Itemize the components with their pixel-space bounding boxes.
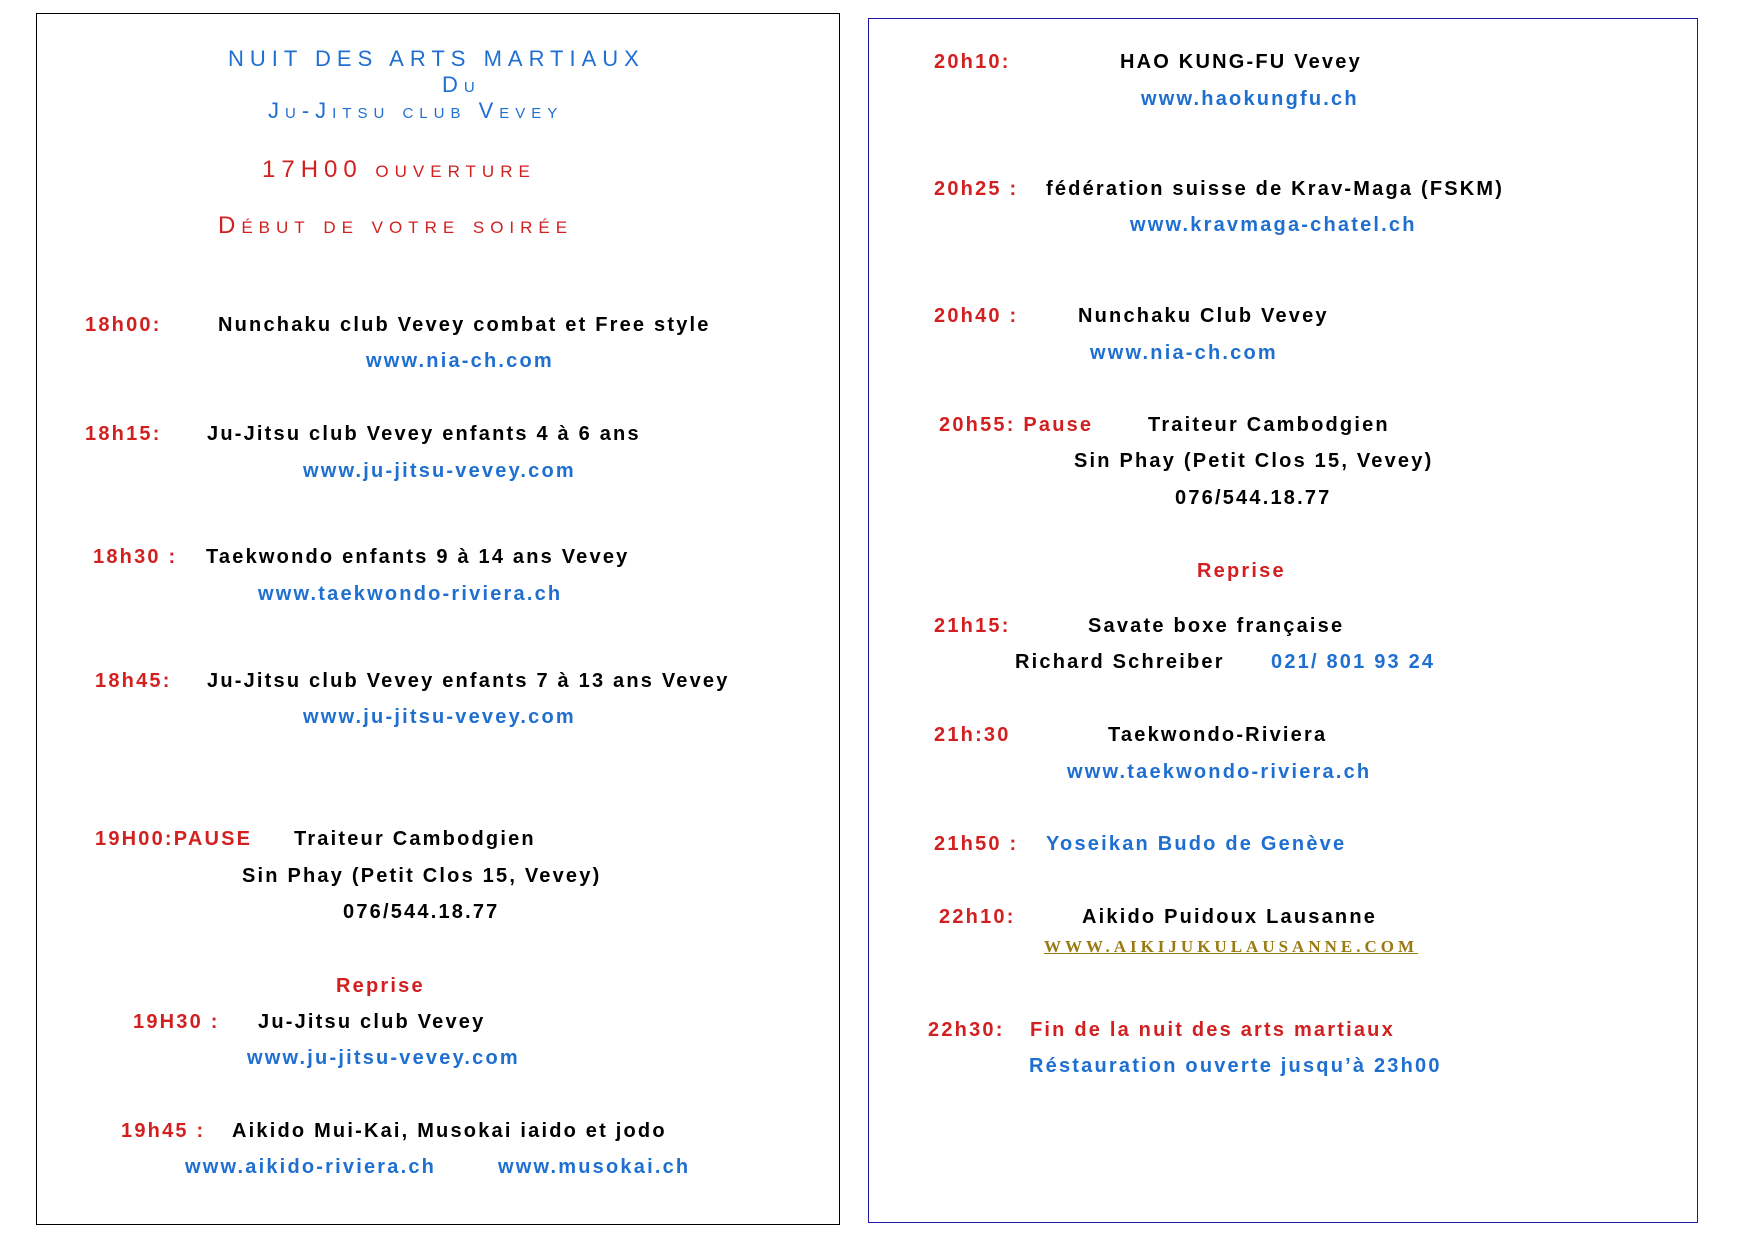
savate-phone: 021/ 801 93 24 [1271, 651, 1436, 673]
link-19h30[interactable]: www.ju-jitsu-vevey.com [247, 1047, 520, 1069]
link-18h15[interactable]: www.ju-jitsu-vevey.com [303, 460, 576, 482]
link-20h10[interactable]: www.haokungfu.ch [1141, 88, 1359, 110]
restaurant-hours: Réstauration ouverte jusqu’à 23h00 [1029, 1055, 1442, 1077]
time-22h30: 22h30: [928, 1019, 1005, 1041]
pause-phone: 076/544.18.77 [343, 901, 500, 923]
event-18h15: Ju-Jitsu club Vevey enfants 4 à 6 ans [207, 423, 641, 445]
time-20h25: 20h25 : [934, 178, 1019, 200]
link-21h30[interactable]: www.taekwondo-riviera.ch [1067, 761, 1372, 783]
time-21h30: 21h:30 [934, 724, 1011, 746]
event-18h00: Nunchaku club Vevey combat et Free style [218, 314, 711, 336]
time-21h15: 21h15: [934, 615, 1011, 637]
event-21h50: Yoseikan Budo de Genève [1046, 833, 1347, 855]
event-20h25: fédération suisse de Krav-Maga (FSKM) [1046, 178, 1505, 200]
time-19h00-pause: 19H00:PAUSE [95, 828, 253, 850]
time-19h45: 19h45 : [121, 1120, 206, 1142]
evening-start: Début de votre soirée [218, 212, 574, 239]
time-19h30: 19H30 : [133, 1011, 220, 1033]
link-20h25[interactable]: www.kravmaga-chatel.ch [1130, 214, 1417, 236]
savate-contact: Richard Schreiber [1015, 651, 1225, 673]
time-18h30: 18h30 : [93, 546, 178, 568]
link-aikido-riviera[interactable]: www.aikido-riviera.ch [185, 1156, 437, 1178]
time-21h50: 21h50 : [934, 833, 1019, 855]
title-line-3: Ju-Jitsu club Vevey [268, 98, 564, 123]
event-21h30: Taekwondo-Riviera [1108, 724, 1328, 746]
event-22h30: Fin de la nuit des arts martiaux [1030, 1019, 1395, 1041]
link-18h00[interactable]: www.nia-ch.com [366, 350, 554, 372]
time-20h10: 20h10: [934, 51, 1011, 73]
event-20h10: HAO KUNG-FU Vevey [1120, 51, 1362, 73]
link-musokai[interactable]: www.musokai.ch [498, 1156, 691, 1178]
time-20h55-pause: 20h55: Pause [939, 414, 1094, 436]
time-18h15: 18h15: [85, 423, 162, 445]
title-line-1: NUIT DES ARTS MARTIAUX [228, 46, 645, 71]
title-line-2: Du [442, 72, 481, 97]
reprise-label-2: Reprise [1197, 560, 1286, 582]
pause-address-2: Sin Phay (Petit Clos 15, Vevey) [1074, 450, 1434, 472]
event-21h15: Savate boxe française [1088, 615, 1345, 637]
event-20h40: Nunchaku Club Vevey [1078, 305, 1329, 327]
opening-time: 17H00 ouverture [262, 156, 536, 183]
left-panel [36, 13, 840, 1225]
link-22h10[interactable]: WWW.AIKIJUKULAUSANNE.COM [1044, 937, 1419, 956]
pause-caterer: Traiteur Cambodgien [294, 828, 536, 850]
time-18h00: 18h00: [85, 314, 162, 336]
link-18h45[interactable]: www.ju-jitsu-vevey.com [303, 706, 576, 728]
link-20h40[interactable]: www.nia-ch.com [1090, 342, 1278, 364]
pause-address: Sin Phay (Petit Clos 15, Vevey) [242, 865, 602, 887]
time-22h10: 22h10: [939, 906, 1016, 928]
reprise-label: Reprise [336, 975, 425, 997]
pause-phone-2: 076/544.18.77 [1175, 487, 1332, 509]
time-20h40: 20h40 : [934, 305, 1019, 327]
time-18h45: 18h45: [95, 670, 172, 692]
event-19h30: Ju-Jitsu club Vevey [258, 1011, 486, 1033]
link-18h30[interactable]: www.taekwondo-riviera.ch [258, 583, 563, 605]
event-18h45: Ju-Jitsu club Vevey enfants 7 à 13 ans Vevey [207, 670, 730, 692]
pause-caterer-2: Traiteur Cambodgien [1148, 414, 1390, 436]
event-18h30: Taekwondo enfants 9 à 14 ans Vevey [206, 546, 630, 568]
event-22h10: Aikido Puidoux Lausanne [1082, 906, 1378, 928]
event-19h45: Aikido Mui-Kai, Musokai iaido et jodo [232, 1120, 667, 1142]
